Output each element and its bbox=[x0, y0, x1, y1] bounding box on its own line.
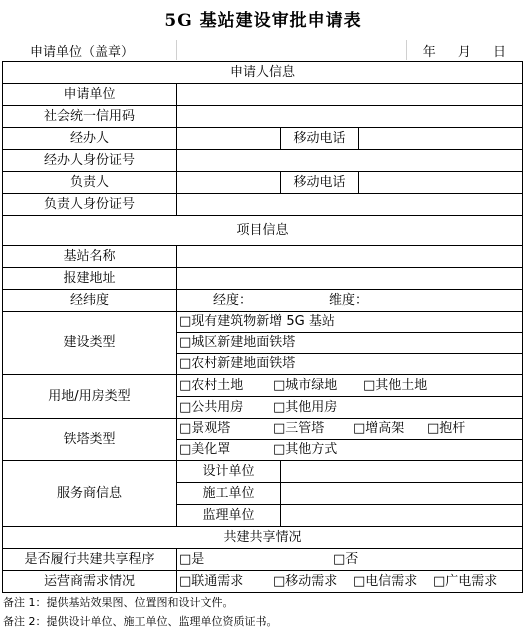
label-sharing-procedure: 是否履行共建共享程序 bbox=[3, 549, 177, 571]
input-credit-code[interactable] bbox=[177, 106, 523, 128]
carrier-demand-options bbox=[177, 571, 523, 593]
latitude-field[interactable]: 维度： bbox=[329, 292, 369, 308]
label-address: 报建地址 bbox=[3, 268, 177, 290]
note-2: 备注 2：提供设计单位、施工单位、监理单位资质证书。 bbox=[3, 615, 278, 628]
build-option-urban-tower[interactable]: □城区新建地面铁塔 bbox=[177, 333, 523, 354]
input-address[interactable] bbox=[177, 268, 523, 290]
approval-form-table bbox=[2, 61, 523, 593]
land-options-row1 bbox=[177, 375, 523, 397]
demand-option-broadcast[interactable]: □广电需求 bbox=[433, 573, 498, 589]
section-sharing: 共建共享情况 bbox=[3, 527, 523, 549]
tower-option-beautify-cover[interactable]: □美化罩 bbox=[179, 442, 231, 457]
land-option-urban-green[interactable]: □城市绿地 bbox=[273, 377, 338, 393]
label-handler-id: 经办人身份证号 bbox=[3, 150, 177, 172]
label-handler-phone: 移动电话 bbox=[281, 128, 359, 150]
form-title: 5G 基站建设审批申请表 bbox=[164, 11, 362, 31]
demand-option-unicom[interactable]: □联通需求 bbox=[179, 573, 244, 589]
coords-inputs bbox=[177, 290, 523, 312]
label-tower-type: 铁塔类型 bbox=[3, 419, 177, 461]
land-options-row2 bbox=[177, 397, 523, 419]
input-design-unit[interactable] bbox=[281, 461, 523, 483]
tower-option-raised-frame[interactable]: □增高架 bbox=[353, 421, 405, 436]
input-handler-phone[interactable] bbox=[359, 128, 523, 150]
label-service-provider: 服务商信息 bbox=[3, 461, 177, 527]
tower-options-row1 bbox=[177, 419, 523, 440]
date-field[interactable]: 年 月 日 bbox=[422, 45, 506, 60]
label-owner-id: 负责人身份证号 bbox=[3, 194, 177, 216]
input-handler[interactable] bbox=[177, 128, 281, 150]
land-option-rural[interactable]: □农村土地 bbox=[179, 377, 244, 393]
label-construction-unit: 施工单位 bbox=[177, 483, 281, 505]
land-option-public-house[interactable]: □公共用房 bbox=[179, 399, 244, 415]
applicant-stamp-row bbox=[2, 40, 522, 60]
label-handler: 经办人 bbox=[3, 128, 177, 150]
label-carrier-demand: 运营商需求情况 bbox=[3, 571, 177, 593]
label-credit-code: 社会统一信用码 bbox=[3, 106, 177, 128]
label-design-unit: 设计单位 bbox=[177, 461, 281, 483]
input-owner[interactable] bbox=[177, 172, 281, 194]
land-option-other-land[interactable]: □其他土地 bbox=[363, 377, 428, 393]
label-owner-phone: 移动电话 bbox=[281, 172, 359, 194]
input-owner-phone[interactable] bbox=[359, 172, 523, 194]
label-applicant-unit: 申请单位 bbox=[3, 84, 177, 106]
tower-options-row2 bbox=[177, 440, 523, 461]
demand-option-mobile[interactable]: □移动需求 bbox=[273, 573, 338, 589]
label-supervision-unit: 监理单位 bbox=[177, 505, 281, 527]
label-build-type: 建设类型 bbox=[3, 312, 177, 375]
input-owner-id[interactable] bbox=[177, 194, 523, 216]
tower-option-pole[interactable]: □抱杆 bbox=[427, 421, 466, 436]
label-coords: 经纬度 bbox=[3, 290, 177, 312]
land-option-other-house[interactable]: □其他用房 bbox=[273, 399, 338, 415]
input-construction-unit[interactable] bbox=[281, 483, 523, 505]
build-option-existing[interactable]: □现有建筑物新增 5G 基站 bbox=[177, 312, 523, 333]
divider bbox=[176, 40, 177, 60]
label-owner: 负责人 bbox=[3, 172, 177, 194]
tower-option-other[interactable]: □其他方式 bbox=[273, 442, 338, 457]
input-handler-id[interactable] bbox=[177, 150, 523, 172]
input-station-name[interactable] bbox=[177, 246, 523, 268]
divider bbox=[406, 40, 407, 60]
input-supervision-unit[interactable] bbox=[281, 505, 523, 527]
tower-option-landscape[interactable]: □景观塔 bbox=[179, 421, 231, 436]
sharing-option-no[interactable]: □否 bbox=[333, 551, 359, 567]
sharing-option-yes[interactable]: □是 bbox=[179, 551, 205, 567]
demand-option-telecom[interactable]: □电信需求 bbox=[353, 573, 418, 589]
sharing-procedure-options bbox=[177, 549, 523, 571]
applicant-stamp-label: 申请单位（盖章） bbox=[30, 45, 135, 60]
build-option-rural-tower[interactable]: □农村新建地面铁塔 bbox=[177, 354, 523, 375]
longitude-field[interactable]: 经度： bbox=[213, 292, 253, 308]
label-land-type: 用地/用房类型 bbox=[3, 375, 177, 419]
note-1: 备注 1：提供基站效果图、位置图和设计文件。 bbox=[3, 596, 234, 609]
input-applicant-unit[interactable] bbox=[177, 84, 523, 106]
section-project-info: 项目信息 bbox=[3, 216, 523, 246]
section-applicant-info: 申请人信息 bbox=[3, 62, 523, 84]
label-station-name: 基站名称 bbox=[3, 246, 177, 268]
tower-option-three-tube[interactable]: □三管塔 bbox=[273, 421, 325, 436]
